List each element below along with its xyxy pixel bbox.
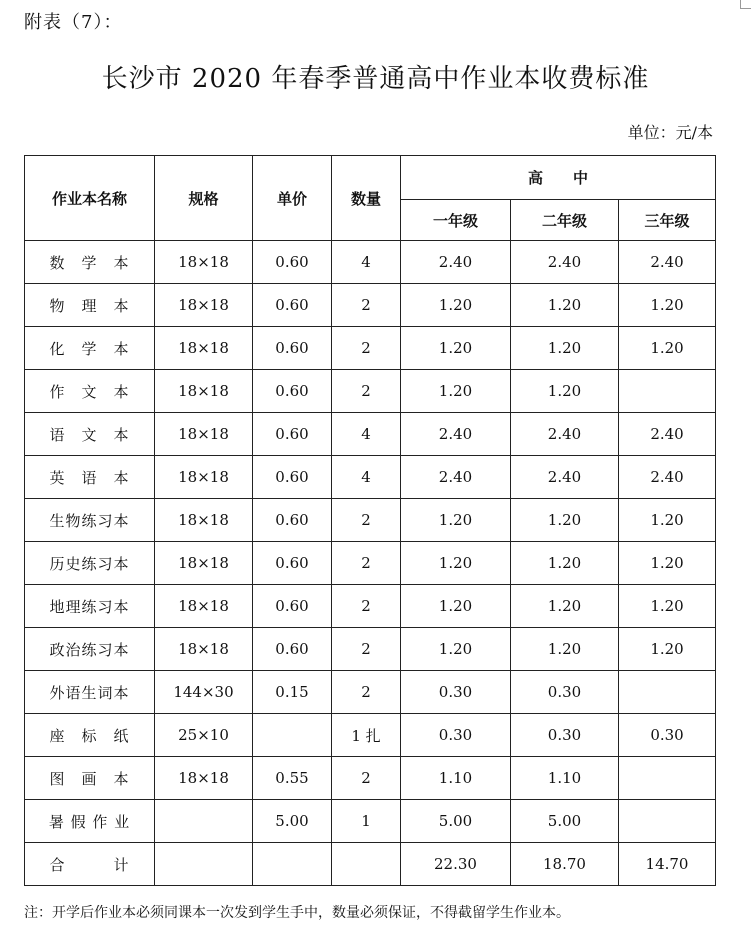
cell-grade-3: 1.20 [619,542,716,585]
cell-spec: 18×18 [155,628,253,671]
cell-price: 0.60 [253,370,332,413]
cell-grade-2: 2.40 [511,456,619,499]
cell-grade-1: 2.40 [401,413,511,456]
cell-spec: 18×18 [155,284,253,327]
cell-grade-2: 1.20 [511,542,619,585]
cell-grade-2: 1.20 [511,499,619,542]
cell-name: 历史练习本 [25,542,155,585]
cell-grade-2: 5.00 [511,800,619,843]
cell-qty: 2 [332,542,401,585]
table-row [25,671,716,714]
cell-price: 0.60 [253,542,332,585]
cell-price: 5.00 [253,800,332,843]
cell-qty: 2 [332,671,401,714]
cell-name: 数 学 本 [25,241,155,284]
header-grade-3: 三年级 [619,200,716,241]
cell-spec: 18×18 [155,757,253,800]
cell-grade-1: 1.20 [401,370,511,413]
cell-qty: 2 [332,284,401,327]
cell-grade-1: 1.20 [401,585,511,628]
cell-grade-1: 1.20 [401,327,511,370]
table-row [25,499,716,542]
cell-grade-1: 2.40 [401,456,511,499]
cell-total-label: 合 计 [25,843,155,886]
cell-spec [155,843,253,886]
cell-price: 0.55 [253,757,332,800]
cell-grade-3 [619,370,716,413]
cell-grade-1: 1.20 [401,628,511,671]
table-row [25,327,716,370]
cell-spec: 18×18 [155,370,253,413]
cell-name: 地理练习本 [25,585,155,628]
header-qty: 数量 [332,156,401,241]
cell-grade-3 [619,671,716,714]
total-row [25,843,716,886]
table-row [25,284,716,327]
cell-price: 0.60 [253,241,332,284]
cell-qty: 2 [332,757,401,800]
cell-grade-2: 1.20 [511,370,619,413]
cell-price: 0.60 [253,585,332,628]
cell-price: 0.60 [253,413,332,456]
cell-price [253,714,332,757]
cell-qty: 2 [332,499,401,542]
page-corner-mark [740,0,751,9]
fee-table [24,155,716,886]
annex-label: 附表（7）： [24,12,123,33]
header-name: 作业本名称 [25,156,155,241]
cell-name: 英 语 本 [25,456,155,499]
cell-grade-2: 0.30 [511,671,619,714]
cell-grade-2: 1.20 [511,284,619,327]
cell-qty: 1 扎 [332,714,401,757]
cell-grade-3 [619,757,716,800]
header-spec: 规格 [155,156,253,241]
footnote: 注：开学后作业本必须同课本一次发到学生手中，数量必须保证，不得截留学生作业本。 [24,905,570,921]
cell-price: 0.60 [253,456,332,499]
cell-total-grade-2: 18.70 [511,843,619,886]
table-row [25,757,716,800]
cell-grade-2: 0.30 [511,714,619,757]
cell-name: 暑 假 作 业 [25,800,155,843]
cell-grade-1: 1.20 [401,542,511,585]
cell-grade-2: 1.20 [511,628,619,671]
cell-name: 化 学 本 [25,327,155,370]
cell-grade-2: 2.40 [511,241,619,284]
cell-grade-3: 1.20 [619,327,716,370]
cell-spec: 25×10 [155,714,253,757]
table-row [25,800,716,843]
unit-label: 单位：元/本 [627,123,713,142]
cell-price: 0.60 [253,499,332,542]
table-row [25,241,716,284]
cell-qty: 1 [332,800,401,843]
header-grade-2: 二年级 [511,200,619,241]
header-price: 单价 [253,156,332,241]
cell-qty: 2 [332,370,401,413]
table-row [25,413,716,456]
cell-name: 生物练习本 [25,499,155,542]
cell-grade-1: 0.30 [401,714,511,757]
document-title: 长沙市 2020 年春季普通高中作业本收费标准 [101,64,650,94]
cell-price: 0.15 [253,671,332,714]
cell-grade-1: 1.10 [401,757,511,800]
cell-price: 0.60 [253,327,332,370]
cell-grade-3: 2.40 [619,241,716,284]
cell-name: 图 画 本 [25,757,155,800]
cell-name: 政治练习本 [25,628,155,671]
cell-name: 作 文 本 [25,370,155,413]
cell-qty: 4 [332,241,401,284]
cell-name: 外语生词本 [25,671,155,714]
cell-qty: 4 [332,456,401,499]
cell-grade-3: 2.40 [619,413,716,456]
cell-price [253,843,332,886]
cell-qty: 2 [332,628,401,671]
table-row [25,628,716,671]
cell-grade-3 [619,800,716,843]
cell-grade-2: 2.40 [511,413,619,456]
cell-grade-3: 0.30 [619,714,716,757]
table-row [25,714,716,757]
cell-name: 座 标 纸 [25,714,155,757]
cell-grade-1: 5.00 [401,800,511,843]
cell-price: 0.60 [253,628,332,671]
cell-grade-1: 2.40 [401,241,511,284]
cell-name: 语 文 本 [25,413,155,456]
cell-grade-2: 1.10 [511,757,619,800]
header-grade-1: 一年级 [401,200,511,241]
cell-spec: 18×18 [155,585,253,628]
cell-qty: 2 [332,585,401,628]
cell-grade-3: 1.20 [619,284,716,327]
cell-total-grade-3: 14.70 [619,843,716,886]
cell-spec: 144×30 [155,671,253,714]
cell-total-grade-1: 22.30 [401,843,511,886]
cell-price: 0.60 [253,284,332,327]
cell-qty [332,843,401,886]
cell-grade-3: 1.20 [619,628,716,671]
cell-spec: 18×18 [155,327,253,370]
cell-qty: 2 [332,327,401,370]
cell-name: 物 理 本 [25,284,155,327]
cell-grade-3: 1.20 [619,499,716,542]
cell-spec: 18×18 [155,413,253,456]
cell-grade-3: 2.40 [619,456,716,499]
cell-spec [155,800,253,843]
header-high-school: 高 中 [401,156,716,200]
cell-spec: 18×18 [155,499,253,542]
cell-grade-1: 1.20 [401,284,511,327]
cell-grade-2: 1.20 [511,585,619,628]
table-row [25,456,716,499]
cell-qty: 4 [332,413,401,456]
table-row [25,542,716,585]
cell-grade-1: 1.20 [401,499,511,542]
table-row [25,585,716,628]
cell-grade-1: 0.30 [401,671,511,714]
cell-spec: 18×18 [155,241,253,284]
cell-spec: 18×18 [155,456,253,499]
table-row [25,370,716,413]
cell-spec: 18×18 [155,542,253,585]
cell-grade-2: 1.20 [511,327,619,370]
cell-grade-3: 1.20 [619,585,716,628]
